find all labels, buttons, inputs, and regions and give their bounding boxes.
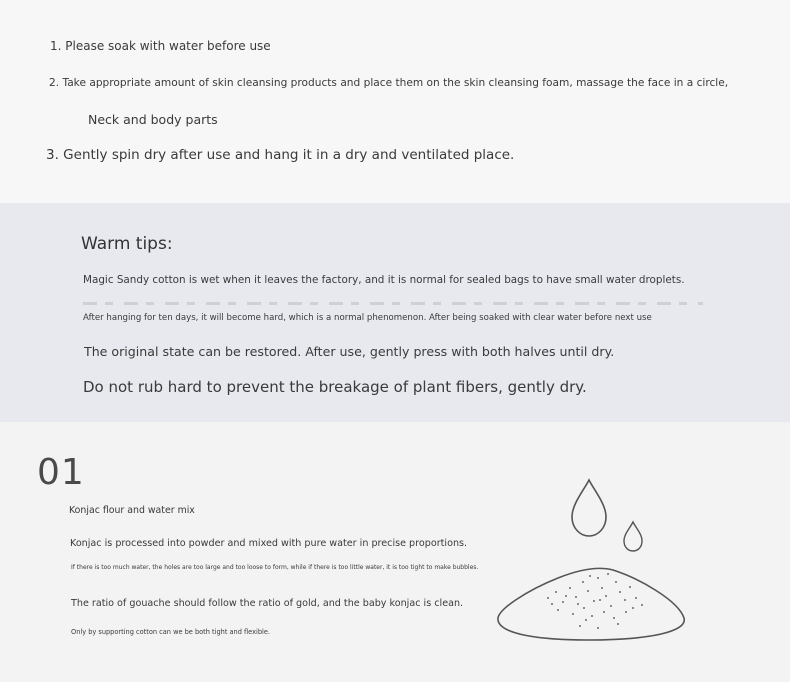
tip-line-2: After hanging for ten days, it will become hard, which is a normal phenomenon. After being soaked with clear water before next use [83,313,652,323]
usage-step-2: 2. Take appropriate amount of skin cleansing products and place them on the skin cleansing foam, massage the face in a circle, [49,77,729,89]
step-line-2: If there is too much water, the holes are too large and too loose to form, while if there is too little water, it is too tight to make bubbles. [71,564,479,571]
tip-line-1: Magic Sandy cotton is wet when it leaves the factory, and it is normal for sealed bags to have small water droplets. [83,274,685,286]
step-title: Konjac flour and water mix [69,505,195,516]
water-drop-icon [572,480,606,536]
step-number: 01 [37,452,85,493]
powder-particles [547,573,643,629]
powder-mound-icon [498,568,684,640]
tip-line-4: Do not rub hard to prevent the breakage of plant fibers, gently dry. [83,378,587,396]
tip-line-3: The original state can be restored. After use, gently press with both halves until dry. [84,344,615,359]
konjac-mix-illustration [488,470,693,646]
faded-text-strip [83,302,703,305]
usage-step-3: 3. Gently spin dry after use and hang it in a dry and ventilated place. [46,147,515,163]
usage-step-2-continued: Neck and body parts [88,112,218,127]
step-line-1: Konjac is processed into powder and mixed with pure water in precise proportions. [70,538,468,549]
warm-tips-title: Warm tips: [81,234,173,254]
step-line-3: The ratio of gouache should follow the ratio of gold, and the baby konjac is clean. [71,598,464,609]
usage-instructions [0,0,790,203]
usage-step-1: 1. Please soak with water before use [50,39,271,53]
warm-tips-panel [0,203,790,422]
water-drop-icon [624,522,642,551]
step-line-4: Only by supporting cotton can we be both tight and flexible. [71,628,270,636]
